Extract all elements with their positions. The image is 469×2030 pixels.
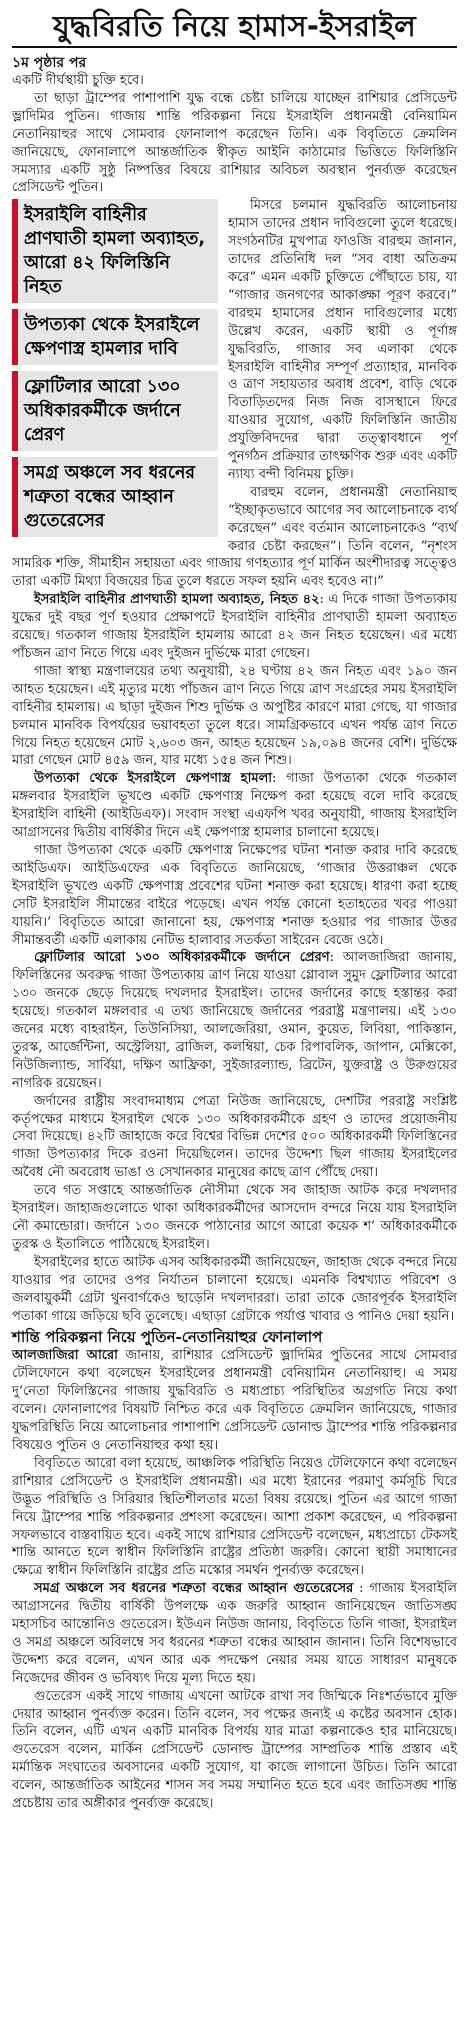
section-text: : আলজাজিরা জানায়, ফিলিস্তিনের অবরুদ্ধ গাজা উপত্যকায় ত্রাণ নিয়ে যাওয়া গ্লোবাল সুমুদ ফ্লোটিলার আরো ১৩০ জনকে ছেড়ে দিয়েছে দখলদার ইসরাইল। তাদের জর্দানের কাছে হস্তান্তর করা হয়েছে। গতকাল মঙ্গলবার এ তথ্য জানিয়েছে জর্দানের পররাষ্ট্র মন্ত্রণালয়। এই ১৩০ জনের মধ্যে বাহরাইন, তিউনিসিয়া, আলজেরিয়া, ওমান, কুয়েত, লিবিয়া, পাকিস্তান, তুরস্ক, আর্জেন্টিনা, অস্ট্রেলিয়া, ব্রাজিল, কলম্বিয়া, চেক রিপাবলিক, জাপান, মেক্সিকো, নিউজিল্যান্ড, সার্বিয়া, দক্ষিণ আফ্রিকা, সুইজারল্যান্ড, ব্রিটেন, যুক্তরাষ্ট্র ও উরুগুয়ের নাগরিক রয়েছেন।	[12, 950, 457, 1091]
pull-quote	[12, 309, 218, 365]
section-paragraph: বিবৃতিতে আরো বলা হয়েছে, আঞ্চলিক পরিস্থিতি নিয়েও টেলিফোনে কথা বলেছেন রাশিয়ার প্রেসিডেন্ট ও ইসরাইলি প্রধানমন্ত্রী। এর মধ্যে ইরানের পরমাণু কর্মসূচি ঘিরে উদ্ভূত পরিস্থিতি ও সিরিয়ার স্থিতিশীলতার মতো বিষয় রয়েছে। পুতিন এর আগে গাজা নিয়ে ট্রাম্পের শান্তি পরিকল্পনার প্রশংসা করেছেন। আশা প্রকাশ করেছেন, এ পরিকল্পনা সফলভাবে বাস্তবায়িত হবে। একই সাথে রাশিয়ার প্রেসিডেন্ট বলেছেন, মধ্যপ্রাচ্যে টেকসই শান্তি আনতে হলে স্বাধীন ফিলিস্তিনি রাষ্ট্রের প্রতিষ্ঠা জরুরি। কোনো স্থায়ী সমাধানের ক্ষেত্রে স্বাধীন ফিলিস্তিনি রাষ্ট্রের প্রতি মস্কোর সমর্থন পুনর্ব্যক্ত করেছেন।	[12, 1455, 457, 1579]
section-paragraph: গুতেরেস একই সাথে গাজায় এখনো আটকে রাখা সব জিম্মিকে নিঃশর্তভাবে মুক্তি দেয়ার আহ্বান পুনর্ব্যক্ত করেন। তিনি বলেন, সব পক্ষের জন্যই এ কষ্টের অবসান হোক। তিনি বলেন, এটি এখন একটি মানবিক বিপর্যয় যার মাত্রা কল্পনাকেও হার মানিয়েছে। গুতেরেস বলেন, মার্কিন প্রেসিডেন্ট ডোনাল্ড ট্রাম্পের সাম্প্রতিক শান্তি প্রস্তাব এই মর্মান্তিক সংঘাতের অবসানের একটি সুযোগ, যা কাজে লাগানো উচিত। তিনি আরো বলেন, আন্তর্জাতিক আইনের শাসন সব সময় সম্মানিত হতে হবে এবং জাতিসঙ্ঘ শান্তি প্রচেষ্টায় তার অঙ্গীকার পুনর্ব্যক্ত করেছে।	[12, 1688, 457, 1812]
section-text: : গাজা উপত্যকা থেকে গতকাল মঙ্গলবার ইসরাইলি ভূখণ্ডে একটি ক্ষেপণাস্ত্র নিক্ষেপ করা হয়েছে বলে দাবি করেছে ইসরাইলি বাহিনী (আইডিএফ)। সংবাদ সংস্থা এএফপি খবর অনুযায়ী, গাজায় ইসরাইলি আগ্রাসনের দ্বিতীয় বার্ষিকীর দিনে এই ক্ষেপণাস্ত্র হামলার চালানো হয়েছে।	[12, 771, 458, 841]
section-paragraph: গাজা স্বাস্থ্য মন্ত্রণালয়ের তথ্য অনুযায়ী, ২৪ ঘণ্টায় ৪২ জন নিহত এবং ১৯০ জন আহত হয়েছেন। এই মৃত্যুর মধ্যে পাঁচজন ত্রাণ নিতে গিয়ে ত্রাণ সংগ্রহের সময় ইসরাইলি বাহিনীর হামলায়। এ ছাড়া দুইজন শিশু দুর্ভিক্ষ ও অপুষ্টির কারণে মারা গেছে, যা গাজার চলমান মানবিক বিপর্যয়ের ভয়াবহতা তুলে ধরে। সামগ্রিকভাবে এখন পর্যন্ত ত্রাণ নিতে গিয়ে নিহত হয়েছেন মোট ২,৬০৩ জন, আহত হয়েছেন ১৯,০৯৪ জনের বেশি। দুর্ভিক্ষে মারা গেছেন মোট ৪৫৯ জন, যার মধ্যে ১৫৪ জন শিশু।	[12, 663, 457, 769]
intro-line: একটি দীর্ঘস্থায়ী চুক্তি হবে।	[12, 73, 144, 88]
section-lead: সমগ্র অঞ্চলে সব ধরনের শত্রুতা বন্ধের আহ্বান গুতেরেসের	[34, 1581, 354, 1597]
headline-divider	[12, 46, 457, 48]
section-text: জানায়, রাশিয়ার প্রেসিডেন্ট ভ্লাদিমির পুতিনের সাথে সোমবার টেলিফোনে কথা বলেছেন ইসরাইলের প্রধানমন্ত্রী বেনিয়ামিন নেতানিয়াহু। এ সময় দু’নেতা ফিলিস্তিনের গাজায় যুদ্ধবিরতি ও মধ্যপ্রাচ্য পরিস্থিতির অগ্রগতি নিয়ে কথা বলেন। ফোনালাপের বিষয়টি নিশ্চিত করে এক বিবৃতিতে ক্রেমলিন জানিয়েছে, গাজার যুদ্ধপরিস্থিতি নিয়ে আলোচনার পাশাপাশি প্রেসিডেন্ট ডোনাল্ড ট্রাম্পের শান্তি পরিকল্পনার বিষয়েও পুতিন ও নেতানিয়াহুর কথা হয়।	[12, 1348, 457, 1453]
top-paragraph: বারহুম বলেন, প্রধানমন্ত্রী নেতানিয়াহু “ইচ্ছাকৃতভাবে আগের সব আলোচনাকে ব্যর্থ করেছেন” এবং বর্তমান আলোচনাকেও “ব্যর্থ করার চেষ্টা করছেন”। তিনি বলেন, “নৃশংস সামরিক শক্তি, সীমাহীন সহায়তা এবং গাজায় গণহত্যার পূর্ণ মার্কিন অংশীদারত্ব সত্ত্বেও তারা একটি মিথ্যা বিজয়ের চিত্র তুলে ধরতে সফল হয়নি এবং হবেও না।”	[12, 484, 457, 590]
section-paragraph: জর্দানের রাষ্ট্রীয় সংবাদমাধ্যম পেত্রা নিউজ জানিয়েছে, দেশটির পররাষ্ট্র সংশ্লিষ্ট কর্তৃপক্ষের মাধ্যমে ইসরাইল থেকে ১৩০ অধিকারকর্মীকে গ্রহণ ও তাদের প্রয়োজনীয় সেবা দিয়েছে। ৪২টি জাহাজে করে বিশ্বের বিভিন্ন দেশের ৫০০ অধিকারকর্মী ফিলিস্তিনের গাজা উপত্যকার দিকে রওনা দিয়েছিলেন। তাদের উদ্দেশ্য ছিল গাজায় ইসরাইলের অবৈধ নৌ অবরোধ ভাঙা ও সেখানকার মানুষের কাছে ত্রাণ পৌঁছে দেয়া।	[12, 1093, 457, 1181]
top-paragraph: তা ছাড়া ট্রাম্পের পাশাপাশি যুদ্ধ বন্ধে চেষ্টা চালিয়ে যাচ্ছেন রাশিয়ার প্রেসিডেন্ট ভ্লাদিমির পুতিন। গাজায় শান্তি পরিকল্পনা নিয়ে ইসরাইলি প্রধানমন্ত্রী বেনিয়ামিন নেতানিয়াহুর সাথে সোমবার ফোনালাপ করেছেন তিনি। এক বিবৃতিতে ক্রেমলিন জানিয়েছে, ফোনালাপে আন্তর্জাতিক স্বীকৃত আইনি কাঠামোর ভিত্তিতে ফিলিস্তিনি সমস্যার একটি সুষ্ঠু নিষ্পত্তির বিষয়ে রাশিয়ার অবিচল অবস্থান পুনর্ব্যক্ত করেছেন প্রেসিডেন্ট পুতিন।	[12, 90, 457, 196]
pull-quote	[12, 199, 218, 303]
continuation-kicker: ১ম পৃষ্ঠার পর	[12, 55, 87, 71]
pull-quote-text: সমগ্র অঞ্চলে সব ধরনের শত্রুতা বন্ধের আহ্বান গুতেরেসের	[24, 463, 196, 532]
section-paragraph	[12, 770, 457, 842]
section-text: : এ দিকে গাজা উপত্যকায় যুদ্ধের দুই বছর পূর্ণ হওয়ার প্রেক্ষাপটে ইসরাইলি বাহিনীর প্রাণঘাতী হামলা অব্যাহত রয়েছে। গতকাল গাজায় ইসরাইলি হামলায় আরো ৪২ জন নিহত হয়েছেন। এর মধ্যে পাঁচজন ত্রাণ নিতে গিয়ে এবং দুইজন দুর্ভিক্ষে মারা গেছেন।	[12, 592, 457, 661]
pull-quote-column	[12, 199, 218, 543]
section-paragraph: তবে গত সপ্তাহে আন্তর্জাতিক নৌসীমা থেকে সব জাহাজ আটক করে দখলদার ইসরাইল। জাহাজগুলোতে থাকা অধিকারকর্মীদের আসদোদ বন্দরে নিয়ে যায় ইসরাইলি নৌ কমান্ডোরা। জর্দানে ১৩০ জনকে পাঠানোর আগে আরো কয়েক শ’ অধিকারকর্মীকে তুরস্ক ও ইতালিতে পাঠিয়েছে ইসরাইল।	[12, 1183, 457, 1252]
section-lead: আলজাজিরা আরো	[12, 1348, 118, 1364]
pull-quote-text: ইসরাইলি বাহিনীর প্রাণঘাতী হামলা অব্যাহত, আরো ৪২ ফিলিস্তিনি নিহত	[24, 205, 206, 298]
section-paragraph: গাজা উপত্যকা থেকে একটি ক্ষেপণাস্ত্র নিক্ষেপের ঘটনা শনাক্ত করার দাবি করেছে আইডিএফ। আইডিএফের এক বিবৃতিতে জানিয়েছে, ‘গাজার উত্তরাঞ্চল থেকে ইসরাইলি ভূখণ্ডে একটি ক্ষেপণাস্ত্র প্রবেশের ঘটনা শনাক্ত করা হয়েছে। ধারণা করা হচ্ছে সেটি ইসরাইলি সীমান্তের বাইরে পড়েছে। এখন পর্যন্ত কোনো হতাহতের খবর পাওয়া যায়নি।’ বিবৃতিতে আরো জানানো হয়, ক্ষেপণাস্ত্র শনাক্ত হওয়ার পর গাজার উত্তর সীমান্তবর্তী একটি এলাকায় নেটিভ হালাবার সতর্কতা সাইরেন বেজে ওঠে।	[12, 842, 457, 948]
section-lead: ফ্লোটিলার আরো ১৩০ অধিকারকর্মীকে জর্দানে প্রেরণ	[34, 950, 330, 966]
section-paragraph	[12, 591, 457, 663]
section-text: : গাজায় ইসরাইলি আগ্রাসনের দ্বিতীয় বার্ষিকী উপলক্ষে এক জরুরি আহ্বান জানিয়েছেন জাতিসঙ্ঘ মহাসচিব আন্তোনিও গুতেরেস। ইউএন নিউজ জানায়, বিবৃতিতে তিনি গাজা, ইসরাইল ও সমগ্র অঞ্চলে অবিলম্বে সব ধরনের শত্রুতা বন্ধের আহ্বান জানান। তিনি বিশেষভাবে উদ্দেশ্য করে বলেন, এখন আর এক পদক্ষেপ নেয়ার সময় যাতে সাধারণ মানুষকে নিজেদের জীবন ও ভবিষ্যৎ দিয়ে মূল্য দিতে হয়।	[12, 1581, 457, 1686]
pull-quote-text: ফ্লোটিলার আরো ১৩০ অধিকারকর্মীকে জর্দানে প্রেরণ	[24, 377, 181, 446]
top-paragraph: মিসরে চলমান যুদ্ধবিরতি আলোচনায় হামাস তাদের প্রধান দাবিগুলো তুলে ধরেছে। সংগঠনটির মুখপাত্র ফাওজি বারহুম জানান, তাদের প্রতিনিধি দল “সব বাধা অতিক্রম করে” এমন একটি চুক্তিতে পৌঁছাতে চায়, যা “গাজার জনগণের আকাঙ্ক্ষা পূরণ করবে।” বারহুম হামাসের প্রধান দাবিগুলোর মধ্যে উল্লেখ করেন, একটি স্থায়ী ও পূর্ণাঙ্গ যুদ্ধবিরতি, গাজার সব এলাকা থেকে ইসরাইলি বাহিনীর সম্পূর্ণ প্রত্যাহার, মানবিক ও ত্রাণ সহায়তার অবাধ প্রবেশ, বাড়ি থেকে বিতাড়িতদের নিজ নিজ বাসস্থানে ফিরে যাওয়ার সুযোগ, একটি ফিলিস্তিনি জাতীয় প্রযুক্তিবিদদের দ্বারা তত্ত্বাবধানে পূর্ণ পুনর্গঠন প্রক্রিয়ার তাৎক্ষণিক শুরু এবং একটি ন্যায্য বন্দী বিনিময় চুক্তি।	[228, 198, 457, 482]
section-subheading: শান্তি পরিকল্পনা নিয়ে পুতিন-নেতানিয়াহুর ফোনালাপ	[12, 1328, 323, 1347]
section-lead: ইসরাইলি বাহিনীর প্রাণঘাতী হামলা অব্যাহত, নিহত ৪২	[34, 592, 320, 608]
section-lead: উপত্যকা থেকে ইসরাইলে ক্ষেপণাস্ত্র হামলা	[34, 771, 273, 787]
pull-quote	[12, 457, 218, 537]
section-paragraph	[12, 1580, 457, 1687]
article-headline: যুদ্ধবিরতি নিয়ে হামাস-ইসরাইল	[52, 9, 416, 43]
pull-quote-text: উপত্যকা থেকে ইসরাইলে ক্ষেপণাস্ত্র হামলার দাবি	[24, 315, 200, 360]
pull-quote	[12, 371, 218, 451]
section-paragraph	[12, 949, 457, 1092]
section-paragraph	[12, 1347, 457, 1454]
section-paragraph: ইসরাইলের হাতে আটক এসব অধিকারকর্মী জানিয়েছেন, জাহাজ থেকে বন্দরে নিয়ে যাওয়ার পর তাদের ওপর নির্যাতন চালানো হয়েছে। এমনকি বিশ্বখ্যাত পরিবেশ ও জলবায়ুকর্মী গ্রেটা থুনবার্গকেও ছাড়েনি দখলদাররা। তারা তাকে জোরপূর্বক ইসরাইলি পতাকা গায়ে জড়িয়ে ছবি তুলেছে। এছাড়া গ্রেটাকে পর্যাপ্ত খাবার ও পানিও দেয়া হয়নি।	[12, 1254, 457, 1324]
